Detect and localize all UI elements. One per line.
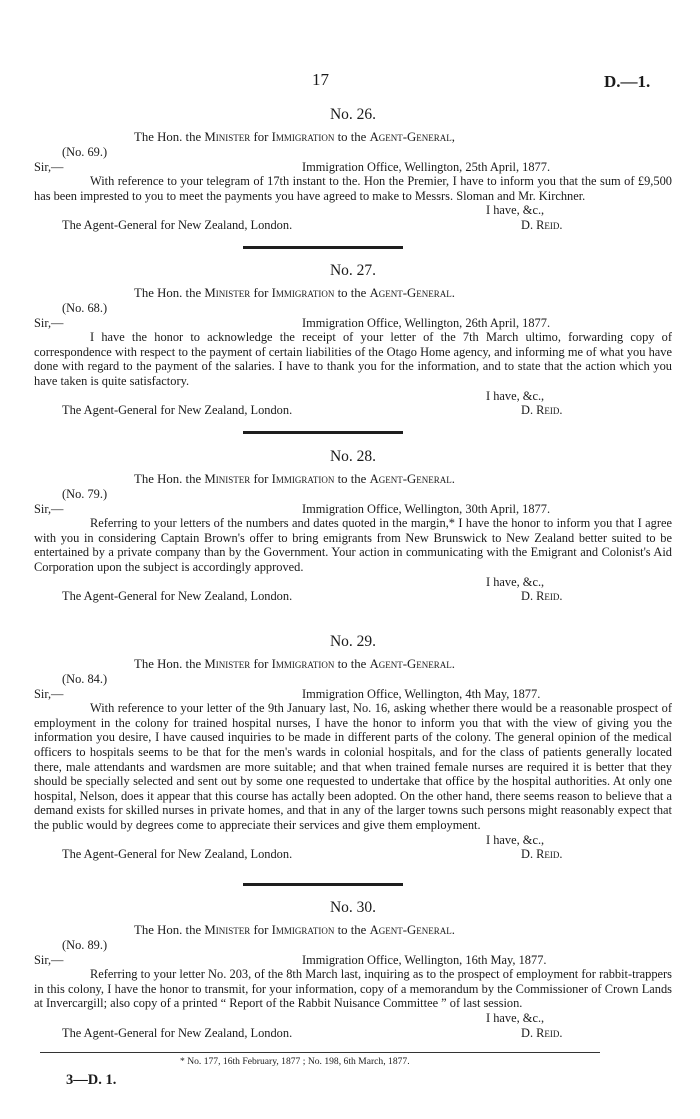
signature: D. Reid. (521, 589, 563, 604)
letter-route: The Hon. the Minister for Immigration to the Agent-General. (134, 657, 455, 671)
location-date: Immigration Office, Wellington, 25th April, 1877. (302, 159, 551, 174)
salutation: Sir,— (34, 501, 64, 516)
salutation: Sir,— (34, 952, 64, 967)
salutation-line (34, 953, 672, 968)
addressee: The Agent-General for New Zealand, London. (62, 403, 293, 418)
signature: D. Reid. (521, 847, 563, 862)
letter-body: With reference to your telegram of 17th instant to the. Hon the Premier, I have to inform you that the sum of £9,500 has been imprested to you to meet the payments you have agreed to make to Messrs. Sloman and Mr. Kirchner. (34, 174, 672, 203)
signature: D. Reid. (521, 217, 563, 232)
salutation-line (34, 316, 672, 331)
letter-route: The Hon. the Minister for Immigration to the Agent-General. (134, 286, 455, 300)
closing: I have, &c., (486, 832, 545, 847)
salutation: Sir,— (34, 686, 64, 701)
signature: D. Reid. (521, 1025, 563, 1040)
sign-off (34, 1026, 672, 1041)
letter-26 (34, 106, 672, 233)
reference-number: (No. 68.) (62, 301, 108, 315)
sign-off (34, 847, 672, 862)
closing: I have, &c., (486, 1010, 545, 1025)
letter-body: I have the honor to acknowledge the receipt of your letter of the 7th March ultimo, forwarding copy of correspondence with respect to the payment of certain liabilities of the Otago Home agency, and informing me of what you have done with regard to the payment of the salaries. I have to thank you for the information, and to state that the action which you have taken is quite satisfactory. (34, 330, 672, 388)
footnote-rule (40, 1052, 600, 1053)
letter-route: The Hon. the Minister for Immigration to the Agent-General. (134, 472, 455, 486)
divider-rule (243, 431, 403, 434)
letter-route: The Hon. the Minister for Immigration to the Agent-General. (134, 923, 455, 937)
location-date: Immigration Office, Wellington, 30th April, 1877. (302, 501, 551, 516)
divider-rule (243, 883, 403, 886)
salutation-line (34, 160, 672, 175)
salutation: Sir,— (34, 159, 64, 174)
letter-number: No. 29. (329, 633, 377, 650)
letter-number: No. 28. (329, 448, 377, 465)
salutation-line (34, 687, 672, 702)
location-date: Immigration Office, Wellington, 16th May, 1877. (302, 952, 547, 967)
addressee: The Agent-General for New Zealand, London. (62, 589, 293, 604)
letter-body: Referring to your letters of the numbers and dates quoted in the margin,* I have the honor to inform you that I agree with you in considering Captain Brown's offer to bring emigrants from New Brunswick to New Zealand better suited to be entertained by a private company than by the Government. Your action in communicating with the Emigrant and Colonist's Aid Corporation upon the subject is accordingly approved. (34, 516, 672, 574)
printer-signature-mark: 3—D. 1. (66, 1072, 117, 1088)
sign-off (34, 589, 672, 604)
page-number: 17 (312, 70, 329, 89)
closing: I have, &c., (486, 203, 545, 218)
salutation-line (34, 502, 672, 517)
letter-number: No. 27. (329, 262, 377, 279)
paper-reference: D.—1. (604, 72, 651, 91)
letter-route: The Hon. the Minister for Immigration to the Agent-General, (134, 130, 455, 144)
reference-number: (No. 84.) (62, 672, 108, 686)
addressee: The Agent-General for New Zealand, London. (62, 847, 293, 862)
letter-27 (34, 262, 672, 418)
reference-number: (No. 89.) (62, 938, 108, 952)
reference-number: (No. 69.) (62, 145, 108, 159)
letter-29 (34, 633, 672, 862)
divider-rule (243, 246, 403, 249)
sign-off (34, 403, 672, 418)
closing: I have, &c., (486, 388, 545, 403)
sign-off (34, 218, 672, 233)
letter-number: No. 30. (329, 899, 377, 916)
letter-body: With reference to your letter of the 9th January last, No. 16, asking whether there would be a reasonable prospect of employment in the colony for trained hospital nurses, I have the honor to inform you that with the view of giving you the information you desire, I have caused inquiries to be made in different parts of the colony. The general opinion of the medical officers to hospitals seems to be that for the men's wards in colonial hospitals, and for the class of patients generally located there, male attendants and wardsmen are more suitable; and that when trained female nurses are required it is better that they should be specially selected and sent out by some one requested to undertake that office by the hospital authorities. At only one hospital, Nelson, does it appear that this course has actally been adopted. On the other hand, there seems reason to believe that a demand exists for skilled nurses in private homes, and that in any of the larger towns such persons might reasonably expect that the public would by degrees come to appreciate their services and give them employment. (34, 701, 672, 832)
closing: I have, &c., (486, 574, 545, 589)
letter-number: No. 26. (329, 106, 377, 123)
addressee: The Agent-General for New Zealand, London. (62, 1025, 293, 1040)
margin-footnote: * No. 177, 16th February, 1877 ; No. 198, 6th March, 1877. (180, 1056, 410, 1067)
letter-30 (34, 899, 672, 1040)
location-date: Immigration Office, Wellington, 4th May, 1877. (302, 686, 541, 701)
letter-body: Referring to your letter No. 203, of the 8th March last, inquiring as to the prospect of employment for rabbit-trappers in this colony, I have the honor to transmit, for your information, copy of a memorandum by the Commissioner of Crown Lands at Invercargill; also copy of a printed “ Report of the Rabbit Nuisance Committee ” of last session. (34, 967, 672, 1011)
addressee: The Agent-General for New Zealand, London. (62, 217, 293, 232)
letter-28 (34, 448, 672, 604)
location-date: Immigration Office, Wellington, 26th April, 1877. (302, 315, 551, 330)
reference-number: (No. 79.) (62, 487, 108, 501)
signature: D. Reid. (521, 403, 563, 418)
salutation: Sir,— (34, 315, 64, 330)
